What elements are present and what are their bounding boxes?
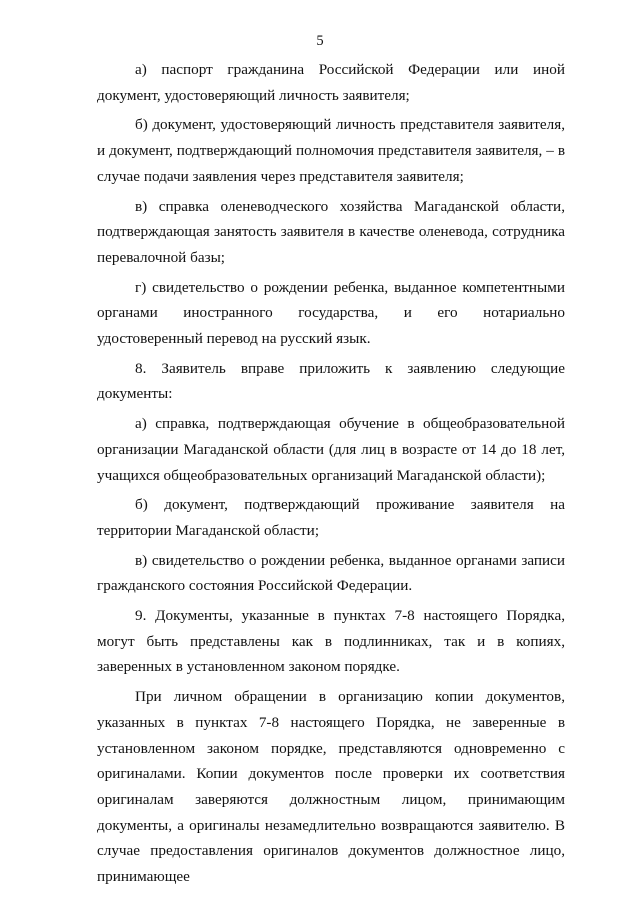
paragraph-7a: а) паспорт гражданина Российской Федерации или иной документ, удостоверяющий личность заявителя; <box>97 61 565 104</box>
paragraph-9: 9. Документы, указанные в пунктах 7-8 настоящего Порядка, могут быть представлены как в подлинниках, так и в копиях, заверенных в установленном законом порядке. <box>97 607 565 676</box>
paragraph-8v: в) свидетельство о рождении ребенка, выданное органами записи гражданского состояния Российской Федерации. <box>97 551 565 595</box>
paragraph-8b: б) документ, подтверждающий проживание заявителя на территории Магаданской области; <box>97 496 565 539</box>
paragraph-7v: в) справка оленеводческого хозяйства Магаданской области, подтверждающая занятость заявителя в качестве оленевода, сотрудника перевалочной базы; <box>97 197 565 266</box>
paragraph-8a: а) справка, подтверждающая обучение в общеобразовательной организации Магаданской области (для лиц в возрасте от 14 до 18 лет, учащихся общеобразовательных организаций Магаданской области); <box>97 415 565 484</box>
paragraph-8: 8. Заявитель вправе приложить к заявлению следующие документы: <box>97 359 565 403</box>
paragraph-7b: б) документ, удостоверяющий личность представителя заявителя, и документ, подтверждающий полномочия представителя заявителя, – в случае подачи заявления через представителя заявителя; <box>97 116 565 185</box>
paragraph-7g: г) свидетельство о рождении ребенка, выданное компетентными органами иностранного государства, и его нотариально удостоверенный перевод на русский язык. <box>97 278 565 348</box>
document-body <box>97 57 565 894</box>
paragraph-9-continued: При личном обращении в организацию копии документов, указанных в пунктах 7-8 настоящего Порядка, не заверенные в установленном законом порядке, представляются одновременно с оригиналами. Копии документов после проверки их соответствия оригиналам заверяются должностным лицом, принимающим документы, а оригиналы незамедлительно возвращаются заявителю. В случае предоставления оригиналов документов должностное лицо, принимающее <box>97 688 565 886</box>
page-number: 5 <box>316 33 324 49</box>
